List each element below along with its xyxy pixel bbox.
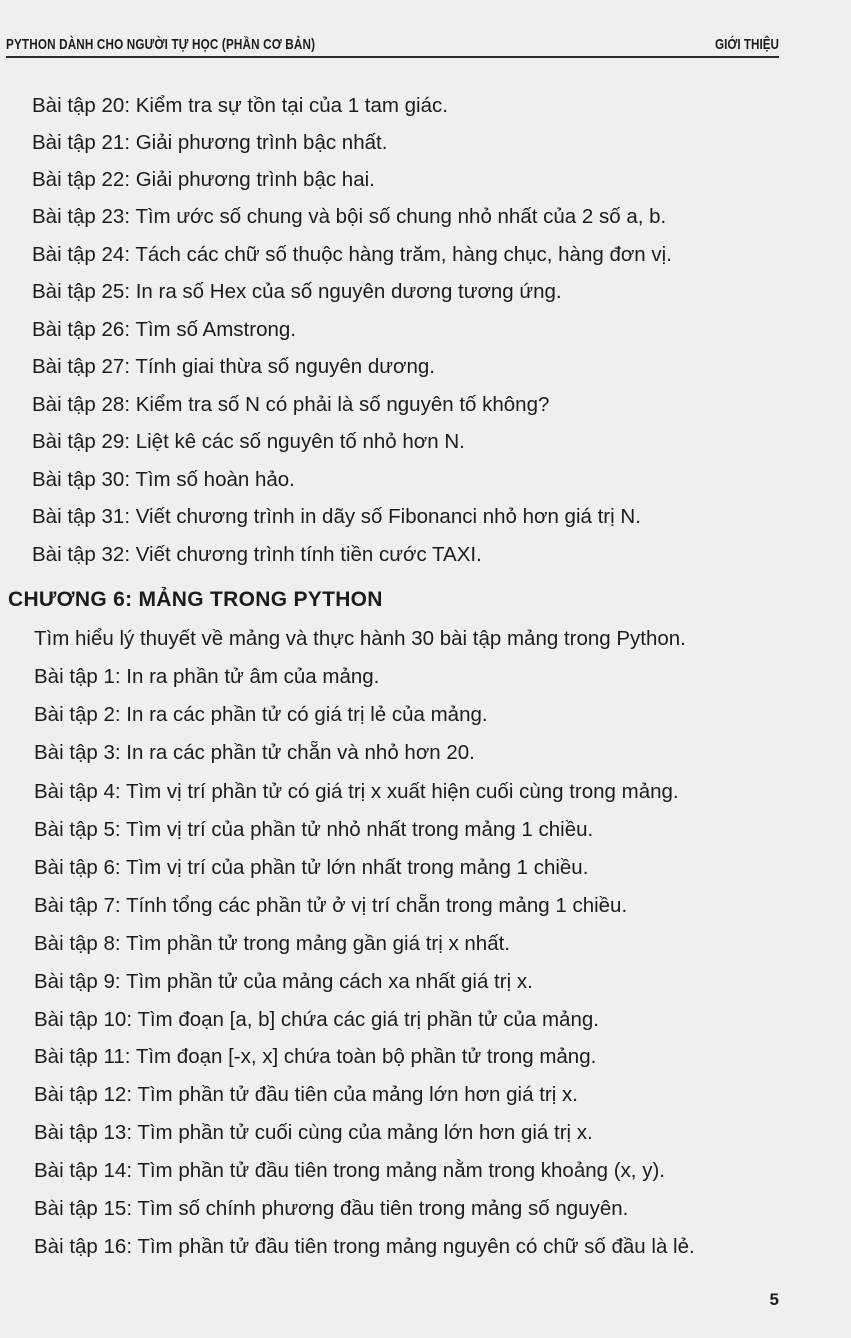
list-item: Bài tập 25: In ra số Hex của số nguyên dương tương ứng. <box>32 280 562 303</box>
list-item: Bài tập 6: Tìm vị trí của phần tử lớn nhất trong mảng 1 chiều. <box>34 856 589 879</box>
running-header <box>6 32 779 58</box>
list-item: Bài tập 14: Tìm phần tử đầu tiên trong mảng nằm trong khoảng (x, y). <box>34 1159 665 1182</box>
list-item: Bài tập 13: Tìm phần tử cuối cùng của mảng lớn hơn giá trị x. <box>34 1121 593 1144</box>
chapter-heading: CHƯƠNG 6: MẢNG TRONG PYTHON <box>8 588 383 611</box>
list-item: Bài tập 31: Viết chương trình in dãy số Fibonanci nhỏ hơn giá trị N. <box>32 505 641 528</box>
section-title-header: GIỚI THIỆU <box>715 36 779 53</box>
list-item: Bài tập 1: In ra phần tử âm của mảng. <box>34 665 380 688</box>
list-item: Bài tập 12: Tìm phần tử đầu tiên của mảng lớn hơn giá trị x. <box>34 1083 578 1106</box>
list-item: Bài tập 23: Tìm ước số chung và bội số chung nhỏ nhất của 2 số a, b. <box>32 205 667 228</box>
list-item: Bài tập 32: Viết chương trình tính tiền cước TAXI. <box>32 543 482 566</box>
list-item: Bài tập 10: Tìm đoạn [a, b] chứa các giá trị phần tử của mảng. <box>34 1008 599 1031</box>
list-item: Bài tập 7: Tính tổng các phần tử ở vị trí chẵn trong mảng 1 chiều. <box>34 894 628 917</box>
list-item: Bài tập 20: Kiểm tra sự tồn tại của 1 tam giác. <box>32 94 448 117</box>
list-item: Bài tập 15: Tìm số chính phương đầu tiên trong mảng số nguyên. <box>34 1197 629 1220</box>
list-item: Bài tập 11: Tìm đoạn [-x, x] chứa toàn bộ phần tử trong mảng. <box>34 1045 597 1068</box>
list-item: Bài tập 21: Giải phương trình bậc nhất. <box>32 131 388 154</box>
list-item: Bài tập 29: Liệt kê các số nguyên tố nhỏ hơn N. <box>32 430 465 453</box>
list-item: Bài tập 30: Tìm số hoàn hảo. <box>32 468 295 491</box>
chapter-intro: Tìm hiểu lý thuyết về mảng và thực hành 30 bài tập mảng trong Python. <box>34 627 686 650</box>
page-number: 5 <box>769 1290 779 1309</box>
list-item: Bài tập 8: Tìm phần tử trong mảng gần giá trị x nhất. <box>34 932 511 955</box>
list-item: Bài tập 3: In ra các phần tử chẵn và nhỏ hơn 20. <box>34 741 475 764</box>
list-item: Bài tập 16: Tìm phần tử đầu tiên trong mảng nguyên có chữ số đầu là lẻ. <box>34 1235 695 1258</box>
list-item: Bài tập 4: Tìm vị trí phần tử có giá trị x xuất hiện cuối cùng trong mảng. <box>34 780 679 803</box>
list-item: Bài tập 27: Tính giai thừa số nguyên dương. <box>32 355 435 378</box>
list-item: Bài tập 24: Tách các chữ số thuộc hàng trăm, hàng chục, hàng đơn vị. <box>32 243 672 266</box>
list-item: Bài tập 5: Tìm vị trí của phần tử nhỏ nhất trong mảng 1 chiều. <box>34 818 594 841</box>
list-item: Bài tập 9: Tìm phần tử của mảng cách xa nhất giá trị x. <box>34 970 533 993</box>
list-item: Bài tập 28: Kiểm tra số N có phải là số nguyên tố không? <box>32 393 550 416</box>
list-item: Bài tập 22: Giải phương trình bậc hai. <box>32 168 375 191</box>
list-item: Bài tập 26: Tìm số Amstrong. <box>32 318 296 341</box>
list-item: Bài tập 2: In ra các phần tử có giá trị lẻ của mảng. <box>34 703 488 726</box>
book-title-header: PYTHON DÀNH CHO NGƯỜI TỰ HỌC (PHẦN CƠ BẢN) <box>6 36 316 53</box>
